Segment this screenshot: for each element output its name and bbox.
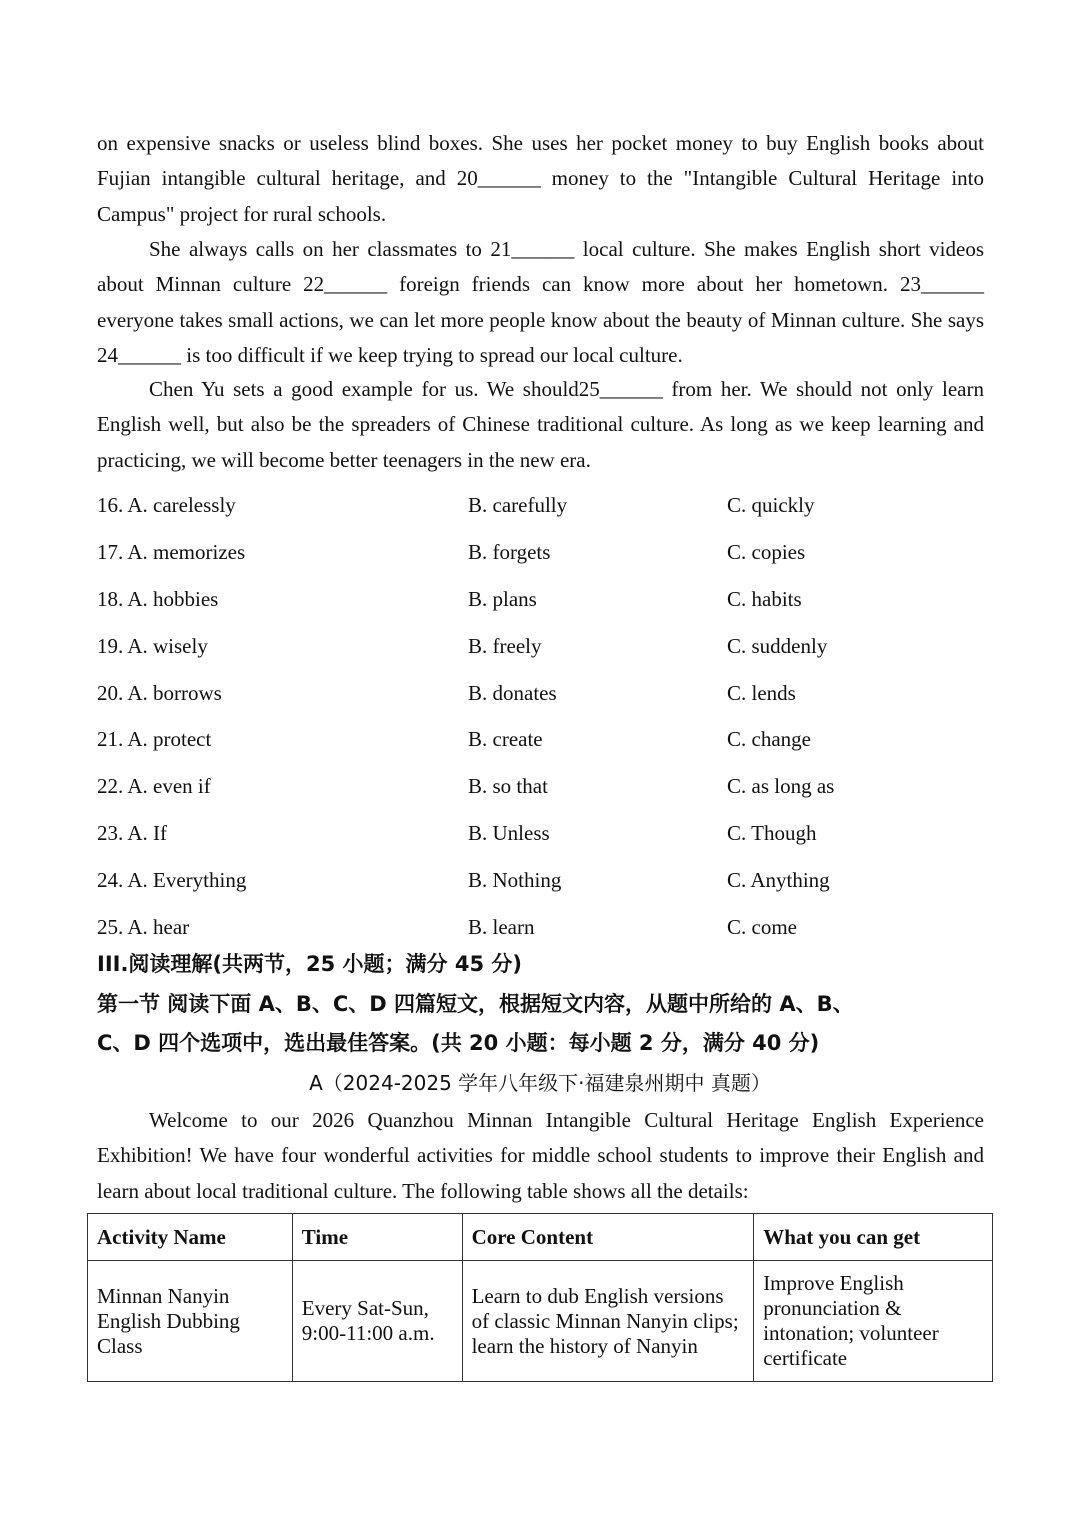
option-row-24 (97, 862, 984, 909)
option-c: C. copies (727, 539, 806, 564)
option-c: C. Though (727, 821, 817, 846)
column-header: Activity Name (88, 1214, 293, 1261)
option-a: 23. A. If (97, 821, 167, 846)
option-b: B. Unless (468, 821, 550, 846)
option-a: 17. A. memorizes (97, 539, 246, 564)
column-header: What you can get (754, 1214, 993, 1261)
option-c: C. change (727, 727, 811, 752)
option-c: C. Anything (727, 868, 830, 893)
option-a: 20. A. borrows (97, 680, 222, 705)
passage-title: A（2024-2025 学年八年级下·福建泉州期中 真题） (309, 1071, 771, 1095)
table-cell: Learn to dub English versions of classic Minnan Nanyin clips; learn the history of Nanyin (462, 1261, 754, 1382)
option-a: 24. A. Everything (97, 868, 247, 893)
option-b: B. donates (468, 680, 557, 705)
option-row-17 (97, 534, 984, 581)
option-row-21 (97, 721, 984, 768)
instruction-line-2: C、D 四个选项中，选出最佳答案。(共 20 小题：每小题 2 分，满分 40 分) (97, 1031, 820, 1055)
option-row-19 (97, 628, 984, 675)
option-row-20 (97, 675, 984, 722)
option-a: 18. A. hobbies (97, 586, 219, 611)
section-heading: III.阅读理解(共两节，25 小题；满分 45 分) (97, 952, 522, 976)
option-a: 16. A. carelessly (97, 493, 236, 517)
option-row-23 (97, 815, 984, 862)
instruction-line-1: 第一节 阅读下面 A、B、C、D 四篇短文，根据短文内容，从题中所给的 A、B、 (97, 992, 854, 1016)
option-b: B. plans (468, 586, 537, 611)
option-b: B. freely (468, 633, 542, 658)
table-cell: Every Sat-Sun, 9:00-11:00 a.m. (292, 1261, 462, 1382)
option-c: C. come (727, 915, 797, 940)
exhibition-intro: Welcome to our 2026 Quanzhou Minnan Intangible Cultural Heritage English Experience Exhibition! We have four wonderful activities for middle school students to improve their English and learn about local traditional culture. The following table shows all the details: (97, 1108, 984, 1203)
table-header-row (88, 1214, 993, 1261)
option-b: B. so that (468, 774, 548, 799)
option-b: B. create (468, 727, 543, 752)
passage-paragraph-3: Chen Yu sets a good example for us. We should25______ from her. We should not only learn English well, but also be the spreaders of Chinese traditional culture. As long as we keep learning and practicing, we will become better teenagers in the new era. (97, 377, 984, 472)
table-cell: Improve English pronunciation & intonation; volunteer certificate (754, 1261, 993, 1382)
option-c: C. habits (727, 586, 802, 611)
option-c: C. lends (727, 680, 796, 705)
table-row (88, 1261, 993, 1382)
option-a: 19. A. wisely (97, 633, 208, 658)
passage-paragraph-1: on expensive snacks or useless blind boxes. She uses her pocket money to buy English books about Fujian intangible cultural heritage, and 20______ money to the "Intangible Cultural Heritage into Campus" project for rural schools. (97, 131, 984, 226)
option-c: C. quickly (727, 493, 815, 517)
option-b: B. carefully (468, 493, 568, 517)
answer-options (97, 487, 984, 956)
passage-paragraph-2: She always calls on her classmates to 21______ local culture. She makes English short videos about Minnan culture 22______ foreign friends can know more about her hometown. 23______ everyone takes small actions, we can let more people know about the beauty of Minnan culture. She says 24______ is too difficult if we keep trying to spread our local culture. (97, 237, 984, 367)
option-b: B. forgets (468, 539, 551, 564)
option-c: C. as long as (727, 774, 835, 799)
option-b: B. learn (468, 915, 535, 940)
option-a: 21. A. protect (97, 727, 212, 752)
option-b: B. Nothing (468, 868, 562, 893)
option-a: 22. A. even if (97, 774, 211, 799)
table-cell: Minnan Nanyin English Dubbing Class (88, 1261, 293, 1382)
option-row-18 (97, 581, 984, 628)
option-a: 25. A. hear (97, 915, 190, 940)
column-header: Time (292, 1214, 462, 1261)
option-row-22 (97, 768, 984, 815)
activity-table (87, 1213, 993, 1382)
column-header: Core Content (462, 1214, 754, 1261)
option-c: C. suddenly (727, 633, 828, 658)
option-row-16 (97, 487, 984, 534)
